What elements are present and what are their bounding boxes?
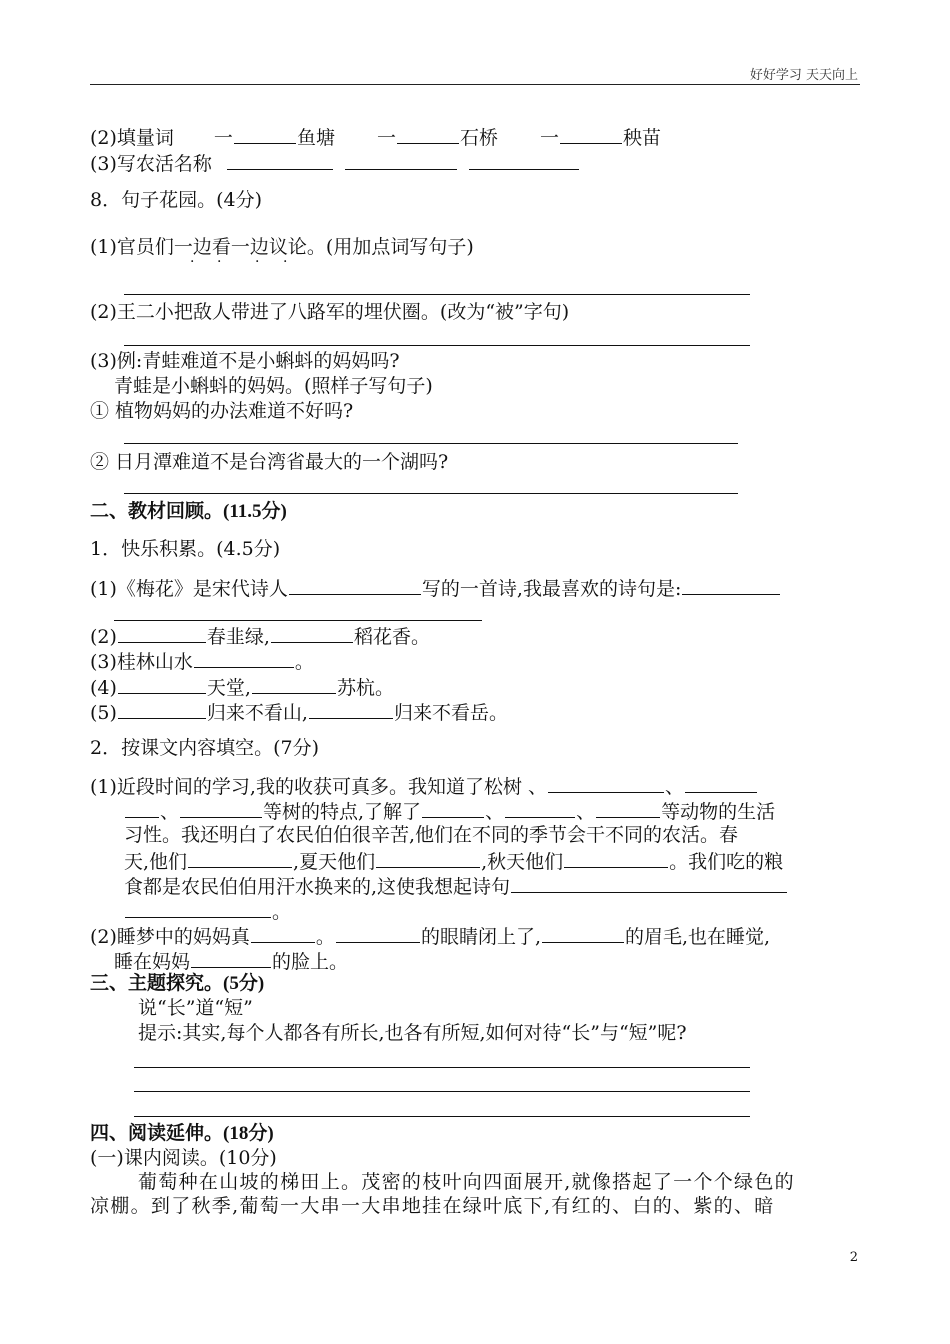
answer-blank[interactable]: [118, 623, 206, 643]
answer-blank[interactable]: [309, 699, 393, 719]
section-4-title: 四、阅读延伸。(18分): [90, 1123, 274, 1144]
emphasis-dot: ·: [217, 254, 222, 270]
fill-para-line-6: 。: [124, 898, 291, 924]
section-3-title: 三、主题探究。(5分): [90, 973, 265, 994]
answer-blank[interactable]: [564, 848, 668, 868]
recall-item-2: (2) 春韭绿, 稻花香。: [90, 623, 430, 649]
reading-para-line-1: 葡萄种在山坡的梯田上。茂密的枝叶向四面展开,就像搭起了一个个绿色的: [138, 1171, 795, 1193]
answer-blank[interactable]: [252, 674, 336, 694]
answer-blank[interactable]: [289, 575, 421, 595]
q8-item-2: ② 日月潭难道不是台湾省最大的一个湖吗?: [90, 451, 449, 473]
answer-line[interactable]: [124, 443, 738, 444]
q8-sentence-3-example: (3)例:青蛙难道不是小蝌蚪的妈妈吗?: [90, 350, 400, 372]
answer-line[interactable]: [124, 493, 738, 494]
answer-blank[interactable]: [227, 150, 333, 170]
q8-sentence-3-instruction: 青蛙是小蝌蚪的妈妈。(照样子写句子): [114, 375, 433, 397]
q8-item-1: ① 植物妈妈的办法难道不好吗?: [90, 400, 354, 422]
q7-farm-work: (3)写农活名称: [90, 150, 580, 176]
recall-item-3: (3)桂林山水 。: [90, 648, 314, 674]
answer-blank[interactable]: [125, 798, 159, 818]
recall-item-4: (4) 天堂, 苏杭。: [90, 674, 394, 700]
answer-blank[interactable]: [271, 623, 353, 643]
emphasis-dot: ·: [255, 254, 260, 270]
answer-blank[interactable]: [180, 798, 262, 818]
emphasis-dot: ·: [283, 254, 288, 270]
fill-para-line-3: 习性。我还明白了农民伯伯很辛苦,他们在不同的季节会干不同的农活。春: [124, 824, 739, 846]
answer-blank[interactable]: [191, 948, 271, 968]
q8-title: 8．句子花园。(4分): [90, 189, 263, 211]
answer-blank[interactable]: [194, 648, 294, 668]
section-2-part-2-title: 2．按课文内容填空。(7分): [90, 737, 320, 759]
answer-line[interactable]: [134, 1091, 750, 1092]
fill-para-2-line-1: (2)睡梦中的妈妈真 。 的眼睛闭上了, 的眉毛,也在睡觉,: [90, 923, 770, 949]
answer-blank[interactable]: [125, 898, 271, 918]
answer-line[interactable]: [134, 1067, 750, 1068]
recall-item-1: (1)《梅花》是宋代诗人 写的一首诗,我最喜欢的诗句是:: [90, 575, 781, 601]
fill-para-line-2: 、 等树的特点,了解了 、 、 等动物的生活: [124, 798, 775, 824]
section-2-title: 二、教材回顾。(11.5分): [90, 501, 287, 522]
fill-para-2-line-2: 睡在妈妈 的脸上。: [114, 948, 348, 974]
answer-blank[interactable]: [560, 124, 622, 144]
recall-item-5: (5) 归来不看山, 归来不看岳。: [90, 699, 508, 725]
header-rule: [90, 84, 860, 85]
answer-blank[interactable]: [542, 923, 624, 943]
answer-blank[interactable]: [682, 575, 780, 595]
answer-blank[interactable]: [234, 124, 296, 144]
emphasis-dot: ·: [190, 254, 195, 270]
section-4-subtitle: (一)课内阅读。(10分): [90, 1147, 277, 1169]
answer-blank[interactable]: [251, 923, 315, 943]
section-3-topic: 说“长”道“短”: [138, 997, 253, 1019]
section-2-part-1-title: 1．快乐积累。(4.5分): [90, 538, 281, 560]
answer-line[interactable]: [124, 294, 750, 295]
answer-line[interactable]: [124, 345, 750, 346]
answer-blank[interactable]: [511, 873, 787, 893]
header-motto: 好好学习 天天向上: [749, 68, 858, 83]
q8-sentence-2: (2)王二小把敌人带进了八路军的埋伏圈。(改为“被”字句): [90, 301, 570, 323]
answer-blank[interactable]: [548, 773, 664, 793]
answer-blank[interactable]: [188, 848, 292, 868]
answer-blank[interactable]: [336, 923, 420, 943]
answer-blank[interactable]: [118, 674, 206, 694]
answer-line[interactable]: [114, 620, 482, 621]
answer-blank[interactable]: [345, 150, 457, 170]
answer-blank[interactable]: [469, 150, 579, 170]
answer-blank[interactable]: [505, 798, 575, 818]
answer-blank[interactable]: [376, 848, 480, 868]
q8-sentence-1: (1)官员们一边看一边议论。(用加点词写句子): [90, 236, 474, 258]
answer-blank[interactable]: [118, 699, 206, 719]
answer-blank[interactable]: [685, 773, 757, 793]
answer-line[interactable]: [134, 1116, 750, 1117]
reading-para-line-2: 凉棚。到了秋季,葡萄一大串一大串地挂在绿叶底下,有红的、白的、紫的、暗: [90, 1195, 775, 1217]
page-number: 2: [849, 1250, 858, 1265]
answer-blank[interactable]: [397, 124, 459, 144]
fill-para-line-1: (1)近段时间的学习,我的收获可真多。我知道了松树 、 、: [90, 773, 758, 799]
answer-blank[interactable]: [596, 798, 660, 818]
fill-para-line-5: 食都是农民伯伯用汗水换来的,这使我想起诗句: [124, 873, 788, 899]
fill-para-line-4: 天,他们 ,夏天他们 ,秋天他们 。我们吃的粮: [124, 848, 783, 874]
section-3-hint: 提示:其实,每个人都各有所长,也各有所短,如何对待“长”与“短”呢?: [138, 1022, 687, 1044]
q7-measure-words: (2)填量词 一 鱼塘 一 石桥 一 秧苗: [90, 124, 661, 150]
answer-blank[interactable]: [422, 798, 484, 818]
